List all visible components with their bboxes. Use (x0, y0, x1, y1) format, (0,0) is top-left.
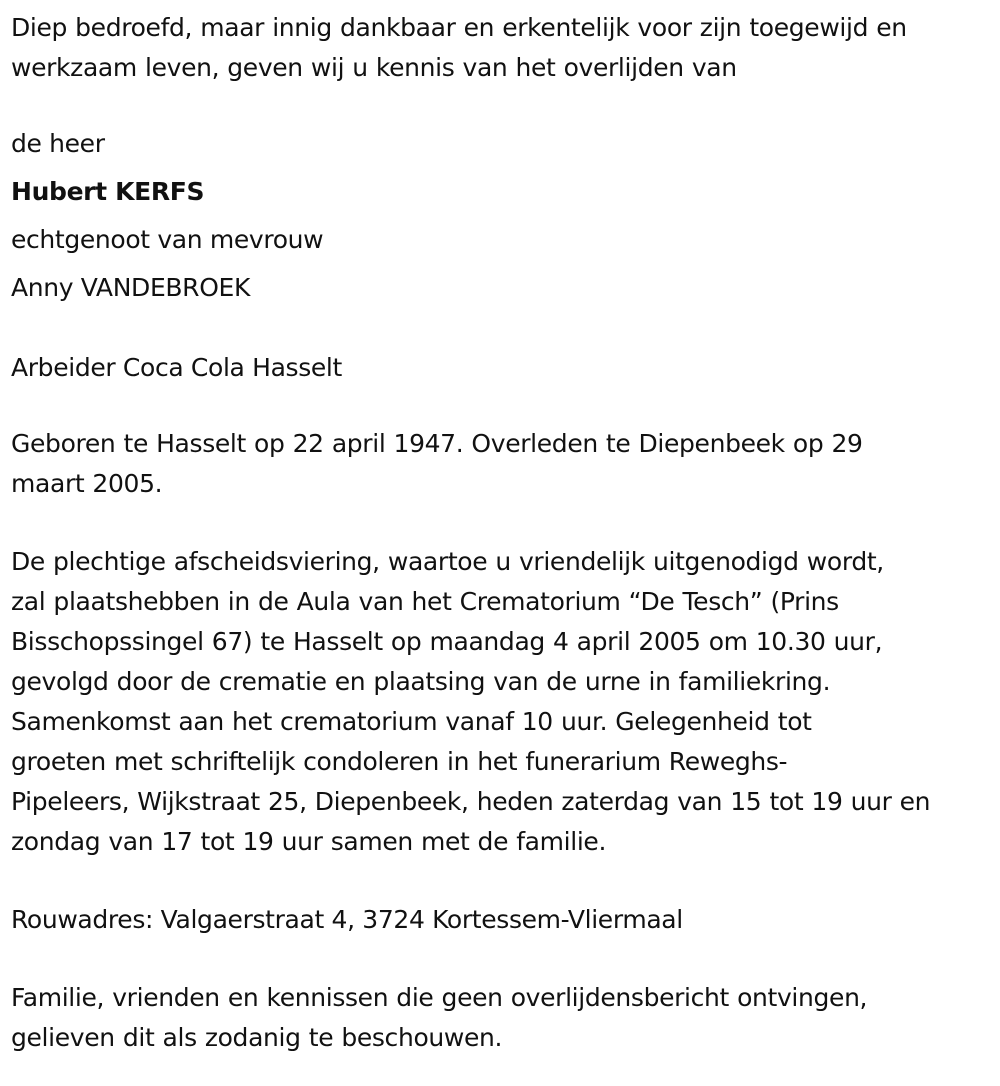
deceased-name: Hubert KERFS (11, 177, 205, 206)
spouse-label: echtgenoot van mevrouw (11, 225, 324, 254)
spacer (11, 312, 1000, 344)
ceremony-line: Samenkomst aan het crematorium vanaf 10 uur. Gelegenheid tot (11, 707, 812, 736)
mourning-address: Rouwadres: Valgaerstraat 4, 3724 Kortessem-Vliermaal (11, 905, 683, 934)
spouse-name: Anny VANDEBROEK (11, 273, 251, 302)
intro-line: werkzaam leven, geven wij u kennis van het overlijden van (11, 53, 737, 82)
spacer (11, 504, 1000, 542)
ceremony-line: De plechtige afscheidsviering, waartoe u vriendelijk uitgenodigd wordt, (11, 547, 884, 576)
ceremony-line: zondag van 17 tot 19 uur samen met de familie. (11, 827, 607, 856)
birth-death-line: Geboren te Hasselt op 22 april 1947. Overleden te Diepenbeek op 29 (11, 429, 863, 458)
spacer (11, 940, 1000, 978)
spacer (11, 862, 1000, 900)
closing-line: Familie, vrienden en kennissen die geen overlijdensbericht ontvingen, (11, 983, 868, 1012)
spacer (11, 392, 1000, 424)
ceremony-line: gevolgd door de crematie en plaatsing van de urne in familiekring. (11, 667, 831, 696)
ceremony-paragraph (11, 542, 996, 862)
closing-paragraph (11, 978, 996, 1058)
ceremony-line: Pipeleers, Wijkstraat 25, Diepenbeek, heden zaterdag van 15 tot 19 uur en (11, 787, 931, 816)
ceremony-line: zal plaatshebben in de Aula van het Crematorium “De Tesch” (Prins (11, 587, 839, 616)
intro-paragraph (11, 8, 996, 88)
ceremony-line: Bisschopssingel 67) te Hasselt op maandag 4 april 2005 om 10.30 uur, (11, 627, 883, 656)
intro-line: Diep bedroefd, maar innig dankbaar en erkentelijk voor zijn toegewijd en (11, 13, 907, 42)
spacer (11, 88, 1000, 120)
closing-line: gelieven dit als zodanig te beschouwen. (11, 1023, 503, 1052)
birth-death-line: maart 2005. (11, 469, 163, 498)
occupation: Arbeider Coca Cola Hasselt (11, 353, 342, 382)
birth-death-paragraph (11, 424, 996, 504)
ceremony-line: groeten met schriftelijk condoleren in het funerarium Reweghs- (11, 747, 788, 776)
salutation: de heer (11, 129, 105, 158)
